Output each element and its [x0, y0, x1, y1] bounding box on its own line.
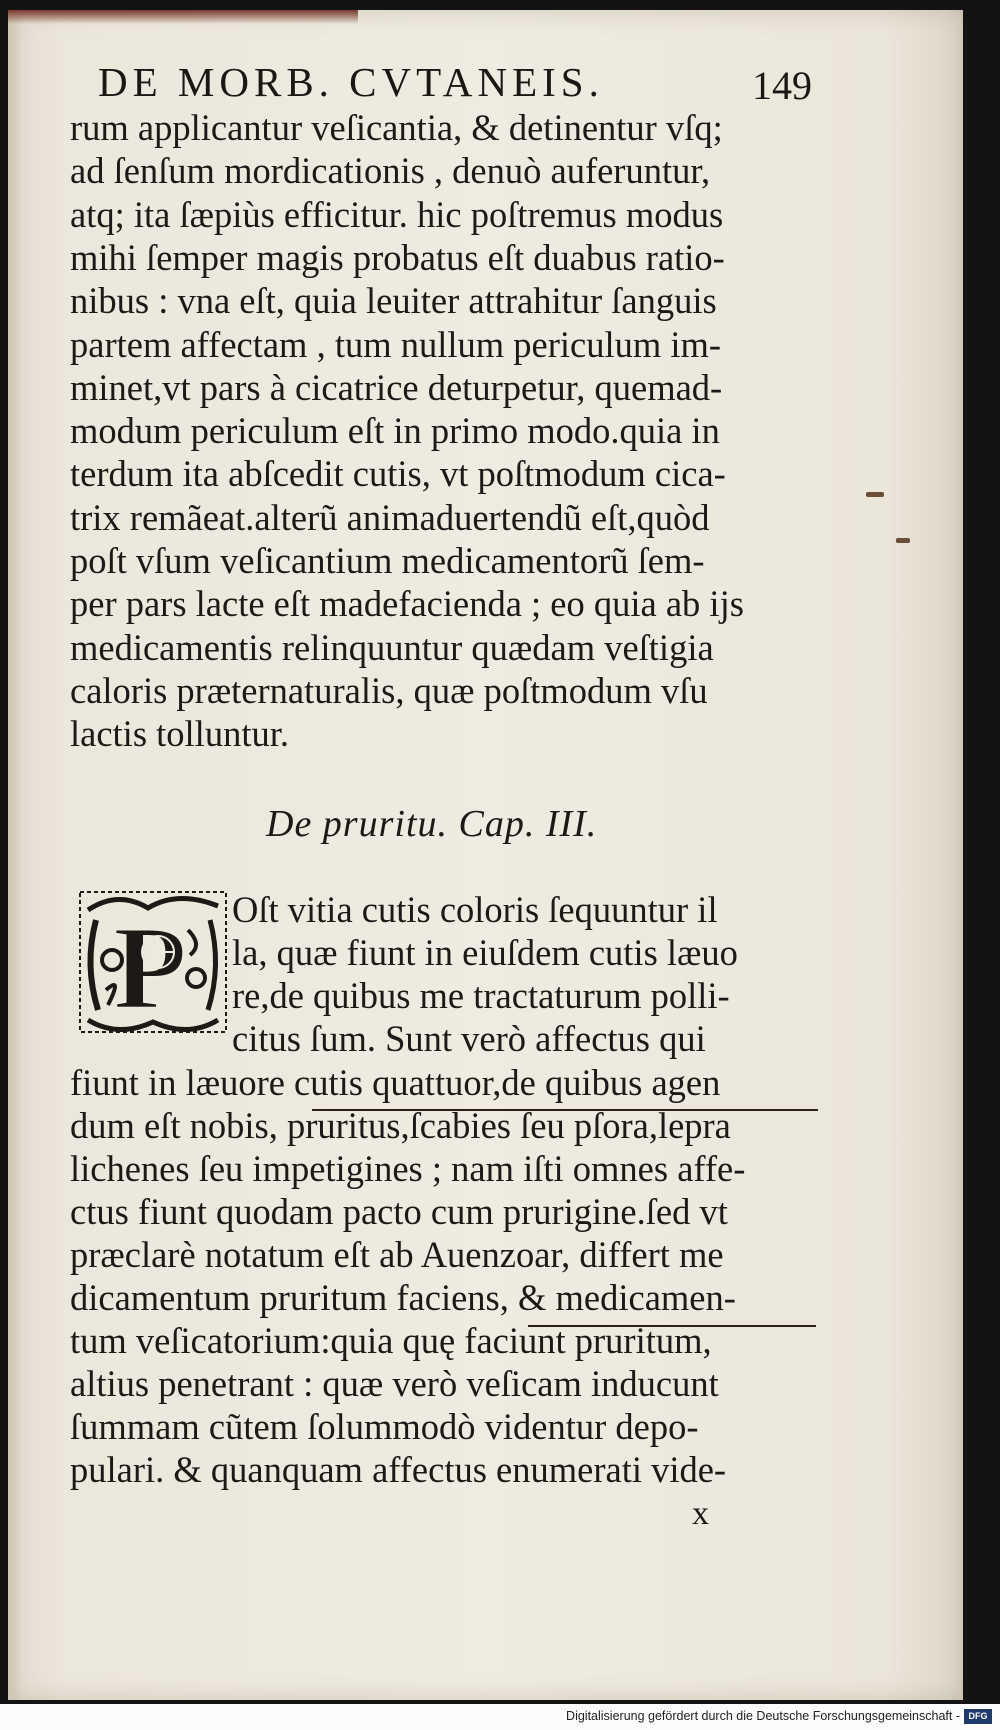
text-line: altius penetrant : quæ verò veſicam inducunt: [70, 1363, 719, 1404]
decorated-initial-p: [78, 890, 228, 1040]
initial-letter: P: [113, 901, 187, 1034]
text-line: fiunt in læuore cutis quattuor,de quibus agen: [70, 1062, 721, 1103]
text-line: lactis tolluntur.: [70, 713, 289, 755]
text-line: medicamentis relinquuntur quædam veſtigia: [70, 626, 714, 668]
margin-ink-mark: [896, 538, 910, 543]
text-line: ſummam cũtem ſolummodò videntur depo-: [70, 1406, 699, 1447]
text-line: tum veſicatorium:quia quę faciunt pruritum,: [70, 1320, 712, 1361]
running-head-title: DE MORB. CVTANEIS.: [98, 59, 604, 105]
signature-mark: x: [692, 1495, 709, 1532]
text-line: trix remãeat.alterũ animaduertendũ eſt,quòd: [70, 496, 710, 538]
book-page: [8, 10, 963, 1700]
text-line: re,de quibus me tractaturum polli-: [232, 975, 730, 1016]
footer-credit: Digitalisierung gefördert durch die Deutsche Forschungsgemeinschaft -: [566, 1709, 960, 1723]
text-line: minet,vt pars à cicatrice deturpetur, quemad-: [70, 366, 723, 408]
digitization-footer: [0, 1704, 1000, 1730]
text-line: caloris præternaturalis, quæ poſtmodum vſu: [70, 669, 708, 711]
text-line: Oſt vitia cutis coloris ſequuntur il: [232, 889, 718, 930]
text-line: citus ſum. Sunt verò affectus qui: [232, 1018, 706, 1059]
text-line: præclarè notatum eſt ab Auenzoar, differt me: [70, 1234, 724, 1275]
text-line: dum eſt nobis, pruritus,ſcabies ſeu pſora,lepra: [70, 1105, 731, 1146]
text-line: ad ſenſum mordicationis , denuò auferuntur,: [70, 150, 711, 192]
text-line: ctus fiunt quodam pacto cum prurigine.ſed vt: [70, 1191, 728, 1232]
text-line: per pars lacte eſt madefacienda ; eo quia ab ijs: [70, 583, 744, 625]
text-line: partem affectam , tum nullum periculum im-: [70, 323, 722, 365]
text-line: rum applicantur veſicantia, & detinentur vſq;: [70, 107, 723, 148]
page-gutter-shadow: [8, 10, 22, 1700]
paragraph-2: [70, 1061, 815, 1501]
text-line: poſt vſum veſicantium medicamentorũ ſem-: [70, 540, 705, 581]
text-line: lichenes ſeu impetigines ; nam iſti omnes affe-: [70, 1148, 746, 1189]
text-line: atq; ita ſæpiùs efficitur. hic poſtremus modus: [70, 193, 724, 235]
text-line: dicamentum pruritum faciens, & medicamen-: [70, 1277, 736, 1318]
page-number: 149: [752, 63, 812, 108]
text-line: mihi ſemper magis probatus eſt duabus ratio-: [70, 236, 725, 278]
text-line: nibus : vna eſt, quia leuiter attrahitur ſanguis: [70, 280, 717, 322]
handwritten-underline: [312, 1109, 818, 1111]
page-stain: [8, 10, 358, 24]
text-line: pulari. & quanquam affectus enumerati vide-: [70, 1449, 727, 1490]
text-line: terdum ita abſcedit cutis, vt poſtmodum cica-: [70, 453, 726, 495]
paragraph-2-beside-initial: [232, 888, 817, 1060]
dfg-logo: DFG: [964, 1709, 992, 1724]
text-line: la, quæ fiunt in eiuſdem cutis læuo: [232, 932, 738, 973]
text-line: modum periculum eſt in primo modo.quia in: [70, 410, 720, 452]
margin-ink-mark: [866, 492, 884, 497]
handwritten-underline: [528, 1325, 816, 1327]
paragraph-1: [70, 106, 815, 766]
chapter-heading: De pruritu. Cap. III.: [266, 803, 598, 845]
